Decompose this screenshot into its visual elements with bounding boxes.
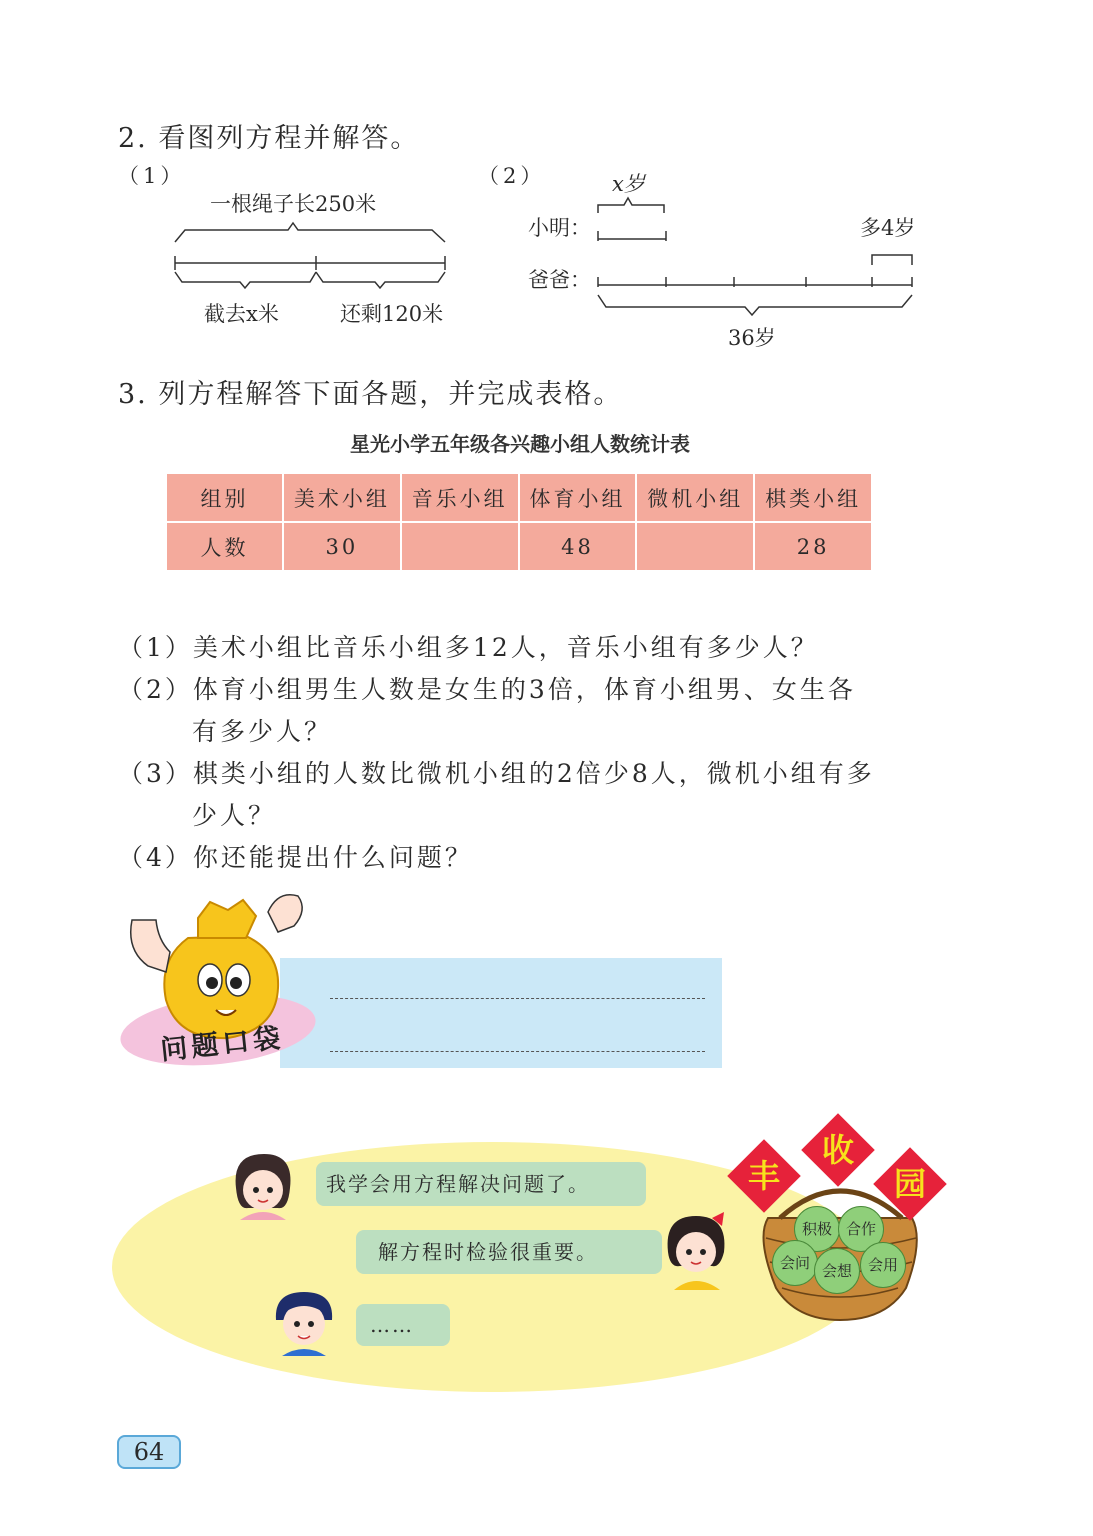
sign-char: 收 [821, 1131, 854, 1169]
sign-char: 园 [893, 1165, 926, 1203]
answer-line-2[interactable] [330, 1051, 705, 1052]
count-cell[interactable] [636, 522, 754, 571]
question-num: （3） [118, 759, 193, 788]
pocket-label: 问题口袋 [159, 1022, 286, 1067]
baba-label: 爸爸： [528, 268, 591, 292]
count-cell[interactable]: 30 [283, 522, 401, 571]
part-1-label: （1） [118, 164, 186, 188]
apple: 会用 [860, 1242, 906, 1288]
bubble-3: …… [356, 1304, 450, 1346]
bubble-1: 我学会用方程解决问题了。 [316, 1162, 646, 1206]
question-4 [118, 837, 473, 879]
answer-line-1[interactable] [330, 998, 705, 999]
total-brace [598, 295, 912, 315]
apple: 积极 [794, 1206, 840, 1252]
question-text: 棋类小组的人数比微机小组的2倍少8人，微机小组有多 [192, 759, 875, 788]
question-1 [118, 627, 819, 669]
section-3-heading: 3. 列方程解答下面各题，并完成表格。 [118, 379, 623, 410]
group-cell: 棋类小组 [754, 473, 872, 522]
x-age-label: x岁 [612, 172, 645, 196]
count-cell[interactable] [401, 522, 519, 571]
boy-avatar-icon [268, 1284, 340, 1356]
row-header-count: 人数 [166, 522, 283, 571]
remain-brace [316, 272, 445, 288]
question-text: 美术小组比音乐小组多12人，音乐小组有多少人？ [192, 633, 819, 662]
section-2-heading: 2. 看图列方程并解答。 [118, 123, 420, 154]
part-2-label: （2） [478, 164, 546, 188]
row-header-group: 组别 [166, 473, 283, 522]
x-brace [598, 198, 664, 213]
girl-2-avatar-icon [660, 1208, 732, 1290]
group-cell: 微机小组 [636, 473, 754, 522]
rope-top-brace [175, 223, 445, 242]
more-brace [872, 255, 912, 265]
age-diagram [590, 195, 920, 325]
more-age-label: 多4岁 [860, 216, 916, 240]
sign-char: 丰 [747, 1157, 780, 1195]
cut-brace [175, 272, 316, 288]
girl-avatar-icon [228, 1148, 298, 1220]
apple: 会想 [814, 1248, 860, 1294]
question-2-cont: 有多少人？ [192, 717, 333, 746]
question-num: （2） [118, 675, 193, 704]
group-cell: 体育小组 [519, 473, 637, 522]
question-3-cont: 少人？ [192, 801, 277, 830]
xiaoming-label: 小明： [528, 216, 591, 240]
rope-total-label: 一根绳子长250米 [210, 192, 377, 216]
count-cell[interactable]: 48 [519, 522, 637, 571]
table-row [166, 522, 872, 571]
question-text: 体育小组男生人数是女生的3倍，体育小组男、女生各 [192, 675, 856, 704]
total-age-label: 36岁 [728, 326, 776, 350]
bubble-2: 解方程时检验很重要。 [356, 1230, 662, 1274]
stats-table [165, 472, 873, 572]
apple: 会问 [772, 1240, 818, 1286]
question-num: （1） [118, 633, 193, 662]
cut-label: 截去x米 [204, 302, 279, 326]
table-row [166, 473, 872, 522]
remain-label: 还剩120米 [340, 302, 444, 326]
question-text: 你还能提出什么问题？ [192, 843, 473, 872]
rope-diagram [160, 220, 460, 300]
question-3 [118, 753, 875, 795]
apple: 合作 [838, 1206, 884, 1252]
group-cell: 美术小组 [283, 473, 401, 522]
table-title: 星光小学五年级各兴趣小组人数统计表 [350, 432, 690, 456]
page-number: 64 [117, 1435, 181, 1469]
question-2 [118, 669, 856, 711]
count-cell[interactable]: 28 [754, 522, 872, 571]
group-cell: 音乐小组 [401, 473, 519, 522]
question-num: （4） [118, 843, 193, 872]
pocket-answer-box[interactable] [280, 958, 722, 1068]
